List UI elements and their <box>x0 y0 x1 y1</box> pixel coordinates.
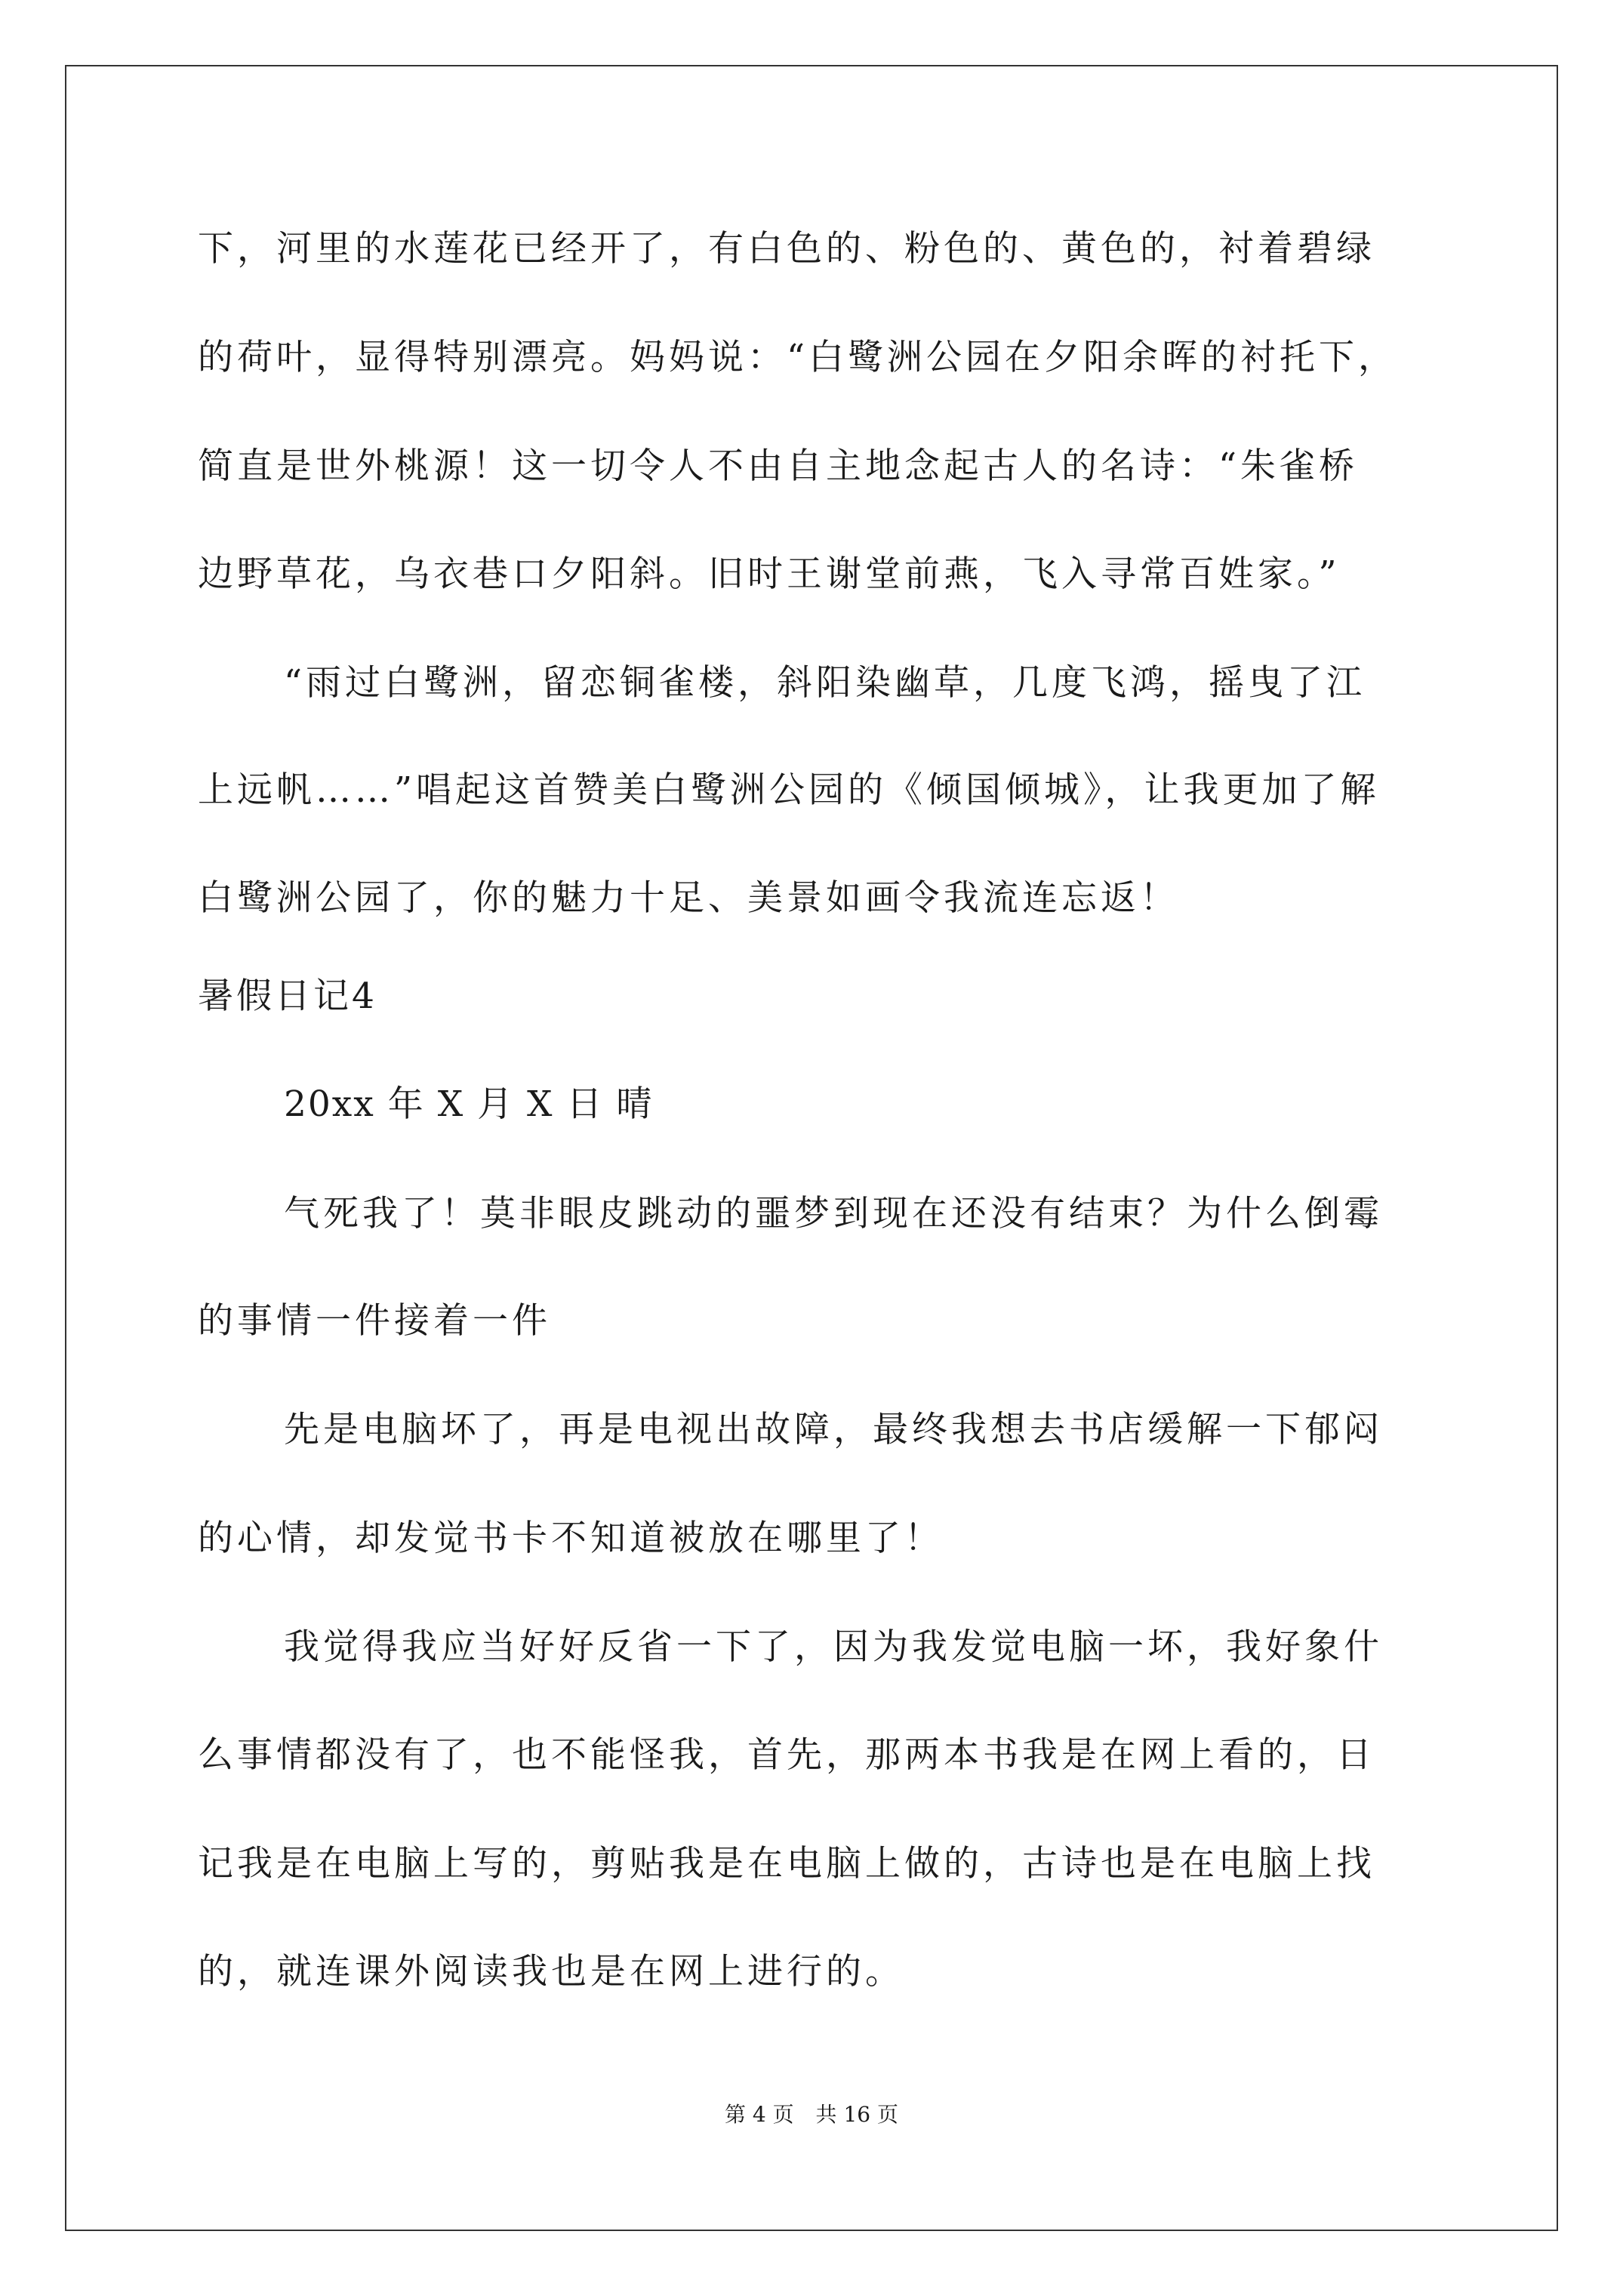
text-line: “雨过白鹭洲，留恋铜雀楼，斜阳染幽草，几度飞鸿，摇曳了江 <box>284 662 1366 704</box>
text-line: 记我是在电脑上写的，剪贴我是在电脑上做的，古诗也是在电脑上找 <box>198 1843 1375 1885</box>
text-line: 简直是世外桃源！这一切令人不由自主地念起古人的名诗：“朱雀桥 <box>198 445 1359 487</box>
text-line: 边野草花，乌衣巷口夕阳斜。旧时王谢堂前燕，飞入寻常百姓家。” <box>198 553 1341 595</box>
page-border <box>65 65 1558 2231</box>
page-total: 共 16 页 <box>815 2102 898 2127</box>
page-number: 第 4 页 <box>725 2102 794 2127</box>
text-line: 上远帆……”唱起这首赞美白鹭洲公园的《倾国倾城》，让我更加了解 <box>198 769 1380 811</box>
text-line: 的，就连课外阅读我也是在网上进行的。 <box>198 1951 904 1992</box>
text-line: 下，河里的水莲花已经开了，有白色的、粉色的、黄色的，衬着碧绿 <box>198 228 1375 270</box>
text-line: 气死我了！莫非眼皮跳动的噩梦到现在还没有结束？为什么倒霉 <box>284 1193 1383 1234</box>
text-line: 的心情，却发觉书卡不知道被放在哪里了！ <box>198 1518 944 1559</box>
text-line: 的荷叶，显得特别漂亮。妈妈说：“白鹭洲公园在夕阳余晖的衬托下， <box>198 337 1398 378</box>
page-footer <box>0 2101 1623 2128</box>
text-line: 的事情一件接着一件 <box>198 1300 551 1342</box>
diary-title: 暑假日记4 <box>198 975 377 1017</box>
text-line: 么事情都没有了，也不能怪我，首先，那两本书我是在网上看的，日 <box>198 1734 1375 1776</box>
text-line: 我觉得我应当好好反省一下了，因为我发觉电脑一坏，我好象什 <box>284 1626 1383 1668</box>
text-line: 白鹭洲公园了，你的魅力十足、美景如画令我流连忘返！ <box>198 877 1179 919</box>
text-line: 先是电脑坏了，再是电视出故障，最终我想去书店缓解一下郁闷 <box>284 1409 1383 1450</box>
diary-date: 20xx 年 X 月 X 日 晴 <box>284 1083 654 1125</box>
